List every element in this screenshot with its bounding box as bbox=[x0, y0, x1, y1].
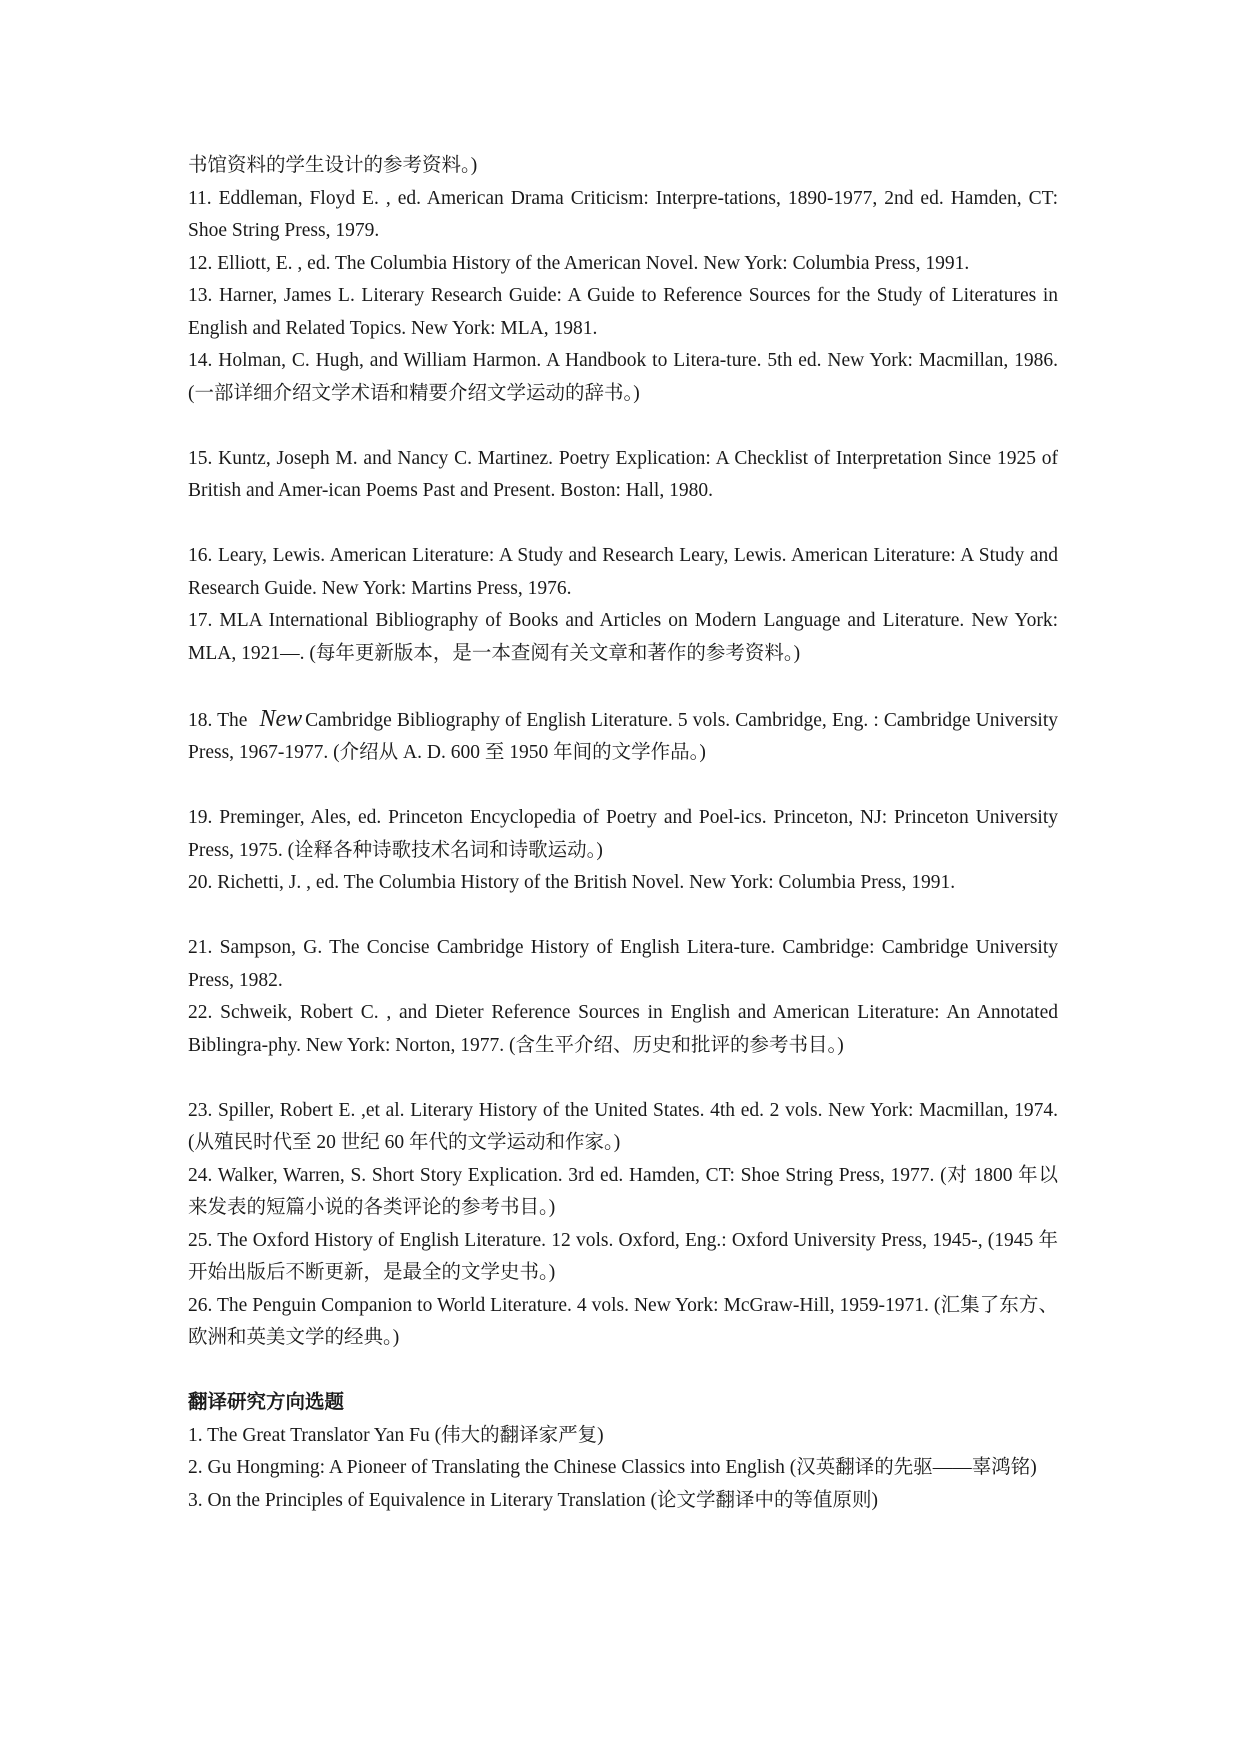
reference-entry-26: 26. The Penguin Companion to World Literature. 4 vols. New York: McGraw-Hill, 1959-1971. (汇集了东方、欧洲和英美文学的经典。) bbox=[188, 1294, 1058, 1348]
reference-18-rest: Cambridge Bibliography of English Literature. 5 vols. Cambridge, Eng. : Cambridge University Press, 1967-1977. (介绍从 A. D. 600 至 1950 年间的文学作品。) bbox=[188, 709, 1058, 763]
section-heading: 翻译研究方向选题 bbox=[188, 1392, 345, 1413]
topic-item-1: 1. The Great Translator Yan Fu (伟大的翻译家严复) bbox=[188, 1424, 604, 1446]
topic-item-3: 3. On the Principles of Equivalence in Literary Translation (论文学翻译中的等值原则) bbox=[188, 1489, 878, 1511]
intro-line: 书馆资料的学生设计的参考资料。) bbox=[188, 155, 478, 176]
reference-entry-23: 23. Spiller, Robert E. ,et al. Literary History of the United States. 4th ed. 2 vols. New York: Macmillan, 1974. (从殖民时代至 20 世纪 60 年代的文学运动和作家。) bbox=[188, 1099, 1058, 1153]
document-page bbox=[188, 150, 1058, 1517]
reference-entry-17: 17. MLA International Bibliography of Books and Articles on Modern Language and Literature. New York: MLA, 1921—. (每年更新版本，是一本查阅有关文章和著作的参考资料。) bbox=[188, 610, 1058, 664]
topic-item-2: 2. Gu Hongming: A Pioneer of Translating the Chinese Classics into English (汉英翻译的先驱——辜鸿铭) bbox=[188, 1457, 1037, 1478]
reference-entry-18 bbox=[188, 703, 1058, 770]
reference-18-new-word: New bbox=[259, 705, 303, 732]
reference-entry-15: 15. Kuntz, Joseph M. and Nancy C. Martinez. Poetry Explication: A Checklist of Interpretation Since 1925 of British and Amer-ican Poems Past and Present. Boston: Hall, 1980. bbox=[188, 447, 1058, 501]
reference-entry-14: 14. Holman, C. Hugh, and William Harmon. A Handbook to Litera-ture. 5th ed. New York: Macmillan, 1986. (一部详细介绍文学术语和精要介绍文学运动的辞书。) bbox=[188, 350, 1058, 404]
reference-entry-16: 16. Leary, Lewis. American Literature: A Study and Research Leary, Lewis. American Literature: A Study and Research Guide. New York: Martins Press, 1976. bbox=[188, 545, 1058, 599]
reference-entry-25: 25. The Oxford History of English Literature. 12 vols. Oxford, Eng.: Oxford University Press, 1945-, (1945 年开始出版后不断更新，是最全的文学史书。) bbox=[188, 1229, 1058, 1283]
reference-entry-20: 20. Richetti, J. , ed. The Columbia History of the British Novel. New York: Columbia Press, 1991. bbox=[188, 872, 956, 893]
reference-entry-19: 19. Preminger, Ales, ed. Princeton Encyclopedia of Poetry and Poel-ics. Princeton, NJ: Princeton University Press, 1975. (诠释各种诗歌技术名词和诗歌运动。) bbox=[188, 807, 1058, 861]
reference-entry-13: 13. Harner, James L. Literary Research Guide: A Guide to Reference Sources for the Study of Literatures in English and Related Topics. New York: MLA, 1981. bbox=[188, 285, 1058, 339]
reference-entry-21: 21. Sampson, G. The Concise Cambridge History of English Litera-ture. Cambridge: Cambridge University Press, 1982. bbox=[188, 937, 1058, 991]
reference-18-prefix: 18. The bbox=[188, 709, 248, 731]
reference-entry-24: 24. Walker, Warren, S. Short Story Explication. 3rd ed. Hamden, CT: Shoe String Press, 1977. (对 1800 年以来发表的短篇小说的各类评论的参考书目。) bbox=[188, 1164, 1058, 1218]
reference-entry-22: 22. Schweik, Robert C. , and Dieter Reference Sources in English and American Literature: An Annotated Biblingra-phy. New York: Norton, 1977. (含生平介绍、历史和批评的参考书目。) bbox=[188, 1002, 1058, 1056]
reference-entry-12: 12. Elliott, E. , ed. The Columbia History of the American Novel. New York: Columbia Press, 1991. bbox=[188, 252, 970, 274]
reference-entry-11: 11. Eddleman, Floyd E. , ed. American Drama Criticism: Interpre-tations, 1890-1977, 2nd ed. Hamden, CT: Shoe String Press, 1979. bbox=[188, 187, 1058, 241]
